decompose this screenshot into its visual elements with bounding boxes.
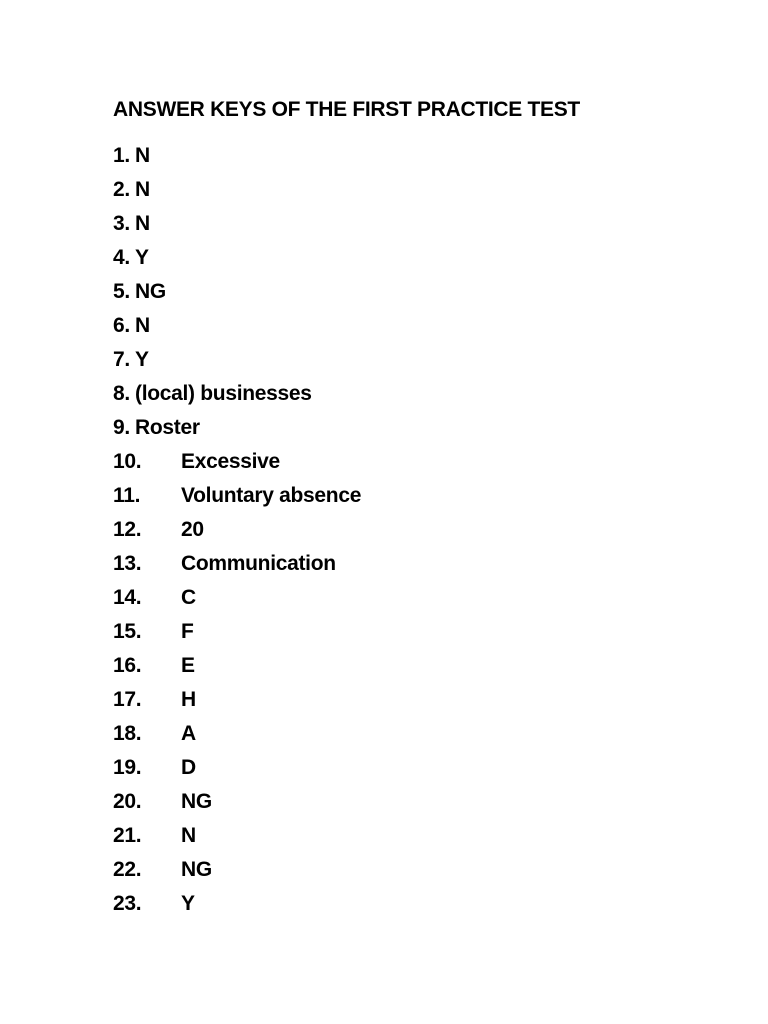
answer-row <box>113 311 361 345</box>
answer-text: E <box>181 654 195 677</box>
answer-number: 17. <box>113 688 142 711</box>
answer-text: C <box>181 586 196 609</box>
answer-row <box>113 583 361 617</box>
answer-row <box>113 243 361 277</box>
answer-row <box>113 447 361 481</box>
answer-row <box>113 685 361 719</box>
answer-row <box>113 617 361 651</box>
answer-number: 9. <box>113 416 130 439</box>
answer-row <box>113 719 361 753</box>
page-title: ANSWER KEYS OF THE FIRST PRACTICE TEST <box>113 98 580 121</box>
answer-text: N <box>181 824 196 847</box>
answer-text: Communication <box>181 552 336 575</box>
answer-row <box>113 277 361 311</box>
answer-number: 7. <box>113 348 130 371</box>
answer-number: 4. <box>113 246 130 269</box>
answer-number: 3. <box>113 212 130 235</box>
answer-text: Y <box>135 348 149 371</box>
answer-text: NG <box>181 790 212 813</box>
answer-text: Voluntary absence <box>181 484 362 507</box>
answer-number: 2. <box>113 178 130 201</box>
answer-row <box>113 651 361 685</box>
answer-number: 14. <box>113 586 142 609</box>
answer-row <box>113 141 361 175</box>
answer-row <box>113 345 361 379</box>
answer-text: 20 <box>181 518 204 541</box>
answer-number: 15. <box>113 620 142 643</box>
answer-number: 23. <box>113 892 142 915</box>
answer-number: 11. <box>113 484 141 507</box>
answer-row <box>113 515 361 549</box>
answer-text: F <box>181 620 194 643</box>
answer-row <box>113 413 361 447</box>
answer-text: D <box>181 756 196 779</box>
answer-number: 8. <box>113 382 130 405</box>
answer-number: 6. <box>113 314 130 337</box>
answer-text: NG <box>181 858 212 881</box>
answer-text: A <box>181 722 196 745</box>
answer-number: 19. <box>113 756 142 779</box>
answer-number: 16. <box>113 654 142 677</box>
answer-number: 22. <box>113 858 142 881</box>
answer-number: 1. <box>113 144 130 167</box>
answer-row <box>113 209 361 243</box>
answer-number: 18. <box>113 722 142 745</box>
answer-text: Excessive <box>181 450 280 473</box>
answer-list <box>113 141 361 923</box>
answer-text: Y <box>135 246 149 269</box>
answer-row <box>113 889 361 923</box>
answer-text: N <box>135 144 150 167</box>
answer-number: 10. <box>113 450 142 473</box>
answer-number: 12. <box>113 518 142 541</box>
answer-text: N <box>135 212 150 235</box>
answer-text: Roster <box>135 416 200 439</box>
answer-text: N <box>135 178 150 201</box>
answer-row <box>113 787 361 821</box>
answer-text: (local) businesses <box>135 382 312 405</box>
answer-number: 13. <box>113 552 142 575</box>
answer-row <box>113 821 361 855</box>
answer-number: 20. <box>113 790 142 813</box>
answer-row <box>113 753 361 787</box>
answer-number: 21. <box>113 824 142 847</box>
answer-number: 5. <box>113 280 130 303</box>
answer-row <box>113 549 361 583</box>
answer-text: H <box>181 688 196 711</box>
answer-text: N <box>135 314 150 337</box>
answer-row <box>113 481 361 515</box>
answer-text: NG <box>135 280 166 303</box>
answer-row <box>113 855 361 889</box>
answer-row <box>113 175 361 209</box>
answer-row <box>113 379 361 413</box>
answer-text: Y <box>181 892 195 915</box>
